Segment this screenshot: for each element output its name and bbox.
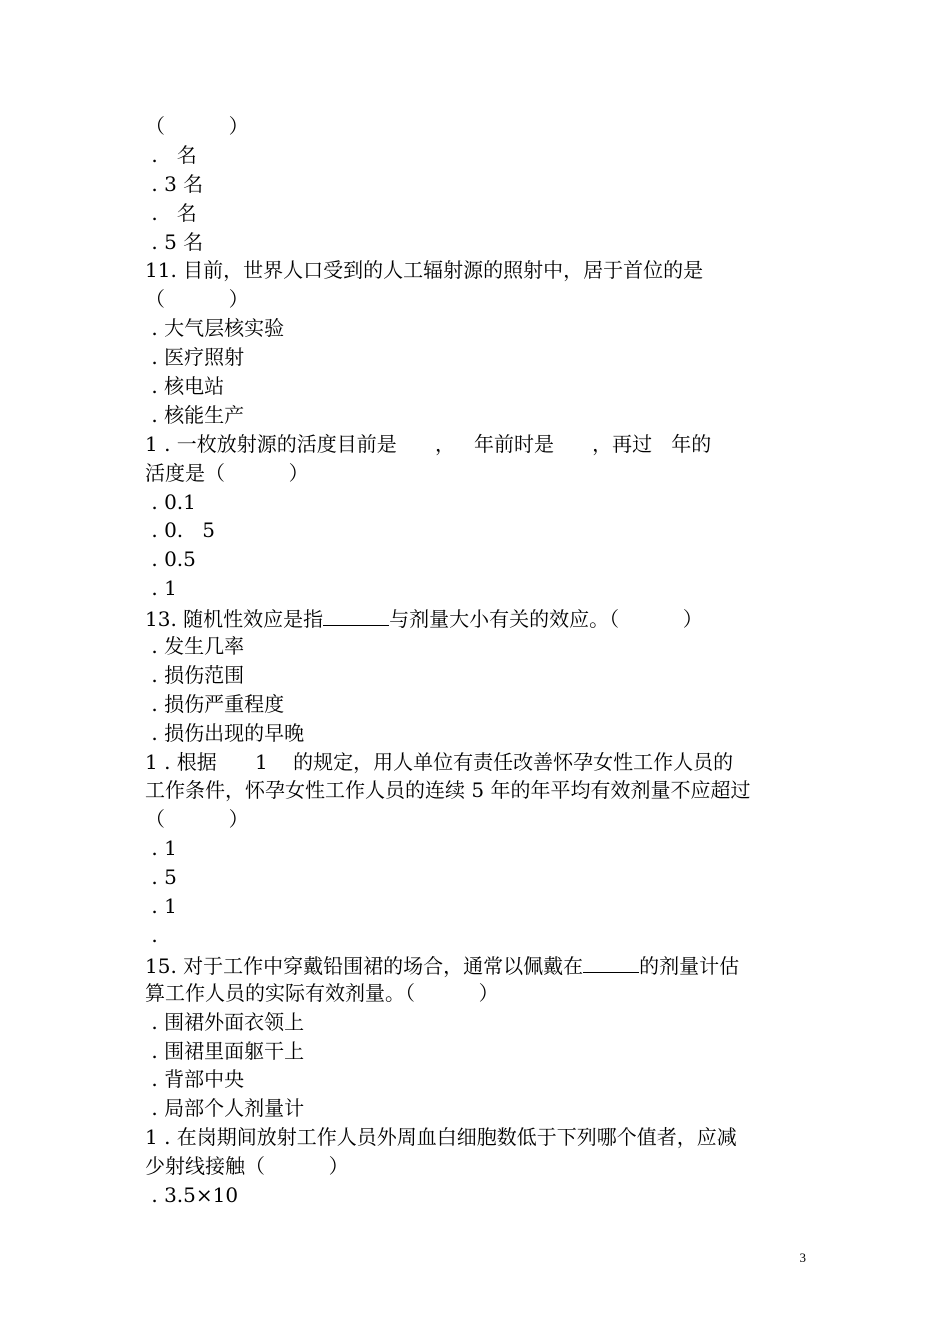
option-a: . 大气层核实验 — [145, 316, 285, 341]
option-a: . 1 — [145, 836, 177, 861]
option-c: . 核电站 — [145, 374, 225, 399]
question-13-text-end: 与剂量大小有关的效应。（ ） — [389, 607, 703, 632]
option-d: . 损伤出现的早晚 — [145, 720, 305, 745]
question-14-continued: 工作条件，怀孕女性工作人员的连续 5 年的年平均有效剂量不应超过 — [145, 778, 751, 803]
option-a: . 发生几率 — [145, 634, 245, 659]
option-d: . 核能生产 — [145, 402, 245, 427]
option-a: . 0.1 — [145, 489, 196, 514]
question-list — [145, 112, 813, 1210]
question-11: 11. 目前，世界人口受到的人工辐射源的照射中，居于首位的是 — [145, 258, 704, 283]
question-16-continued: 少射线接触（ ） — [145, 1154, 349, 1179]
question-13-text-start: 13. 随机性效应是指 — [145, 607, 324, 632]
option-b: . 围裙里面躯干上 — [145, 1038, 305, 1063]
option-c: . 0.5 — [145, 547, 196, 572]
option-b: . 0. 5 — [145, 518, 215, 543]
answer-parentheses: （ ） — [145, 287, 249, 312]
answer-parentheses: （ ） — [145, 807, 249, 832]
option-b: . 5 — [145, 865, 177, 890]
fill-in-blank — [583, 950, 639, 973]
option-a: . 名 — [145, 142, 197, 167]
question-12: 1 . 一枚放射源的活度目前是 ， 年前时是 ，再过 年的 — [145, 431, 712, 456]
page-number: 3 — [799, 1250, 806, 1265]
option-d: . — [145, 922, 158, 947]
option-c: . 1 — [145, 894, 177, 919]
question-14: 1 . 根据 1 的规定，用人单位有责任改善怀孕女性工作人员的 — [145, 749, 734, 774]
question-15-continued: 算工作人员的实际有效剂量。（ ） — [145, 980, 499, 1005]
question-12-continued: 活度是（ ） — [145, 460, 309, 485]
fill-in-blank — [323, 603, 389, 626]
option-d: . 1 — [145, 576, 177, 601]
question-16: 1 . 在岗期间放射工作人员外周血白细胞数低于下列哪个值者，应减 — [145, 1125, 737, 1150]
question-15-text-end: 的剂量计估 — [639, 953, 740, 978]
option-d: . 局部个人剂量计 — [145, 1096, 305, 1121]
question-13 — [145, 603, 813, 632]
option-a: . 围裙外面衣领上 — [145, 1009, 305, 1034]
option-c: . 背部中央 — [145, 1067, 245, 1092]
option-c: . 名 — [145, 200, 197, 225]
option-b: . 医疗照射 — [145, 345, 245, 370]
question-15 — [145, 950, 813, 979]
option-d: . 5 名 — [145, 229, 204, 254]
option-c: . 损伤严重程度 — [145, 691, 285, 716]
option-b: . 3 名 — [145, 171, 204, 196]
answer-parentheses: （ ） — [145, 114, 249, 138]
option-b: . 损伤范围 — [145, 662, 245, 687]
question-15-text-start: 15. 对于工作中穿戴铅围裙的场合，通常以佩戴在 — [145, 953, 584, 978]
option-a: . 3.5×10 — [145, 1182, 239, 1207]
